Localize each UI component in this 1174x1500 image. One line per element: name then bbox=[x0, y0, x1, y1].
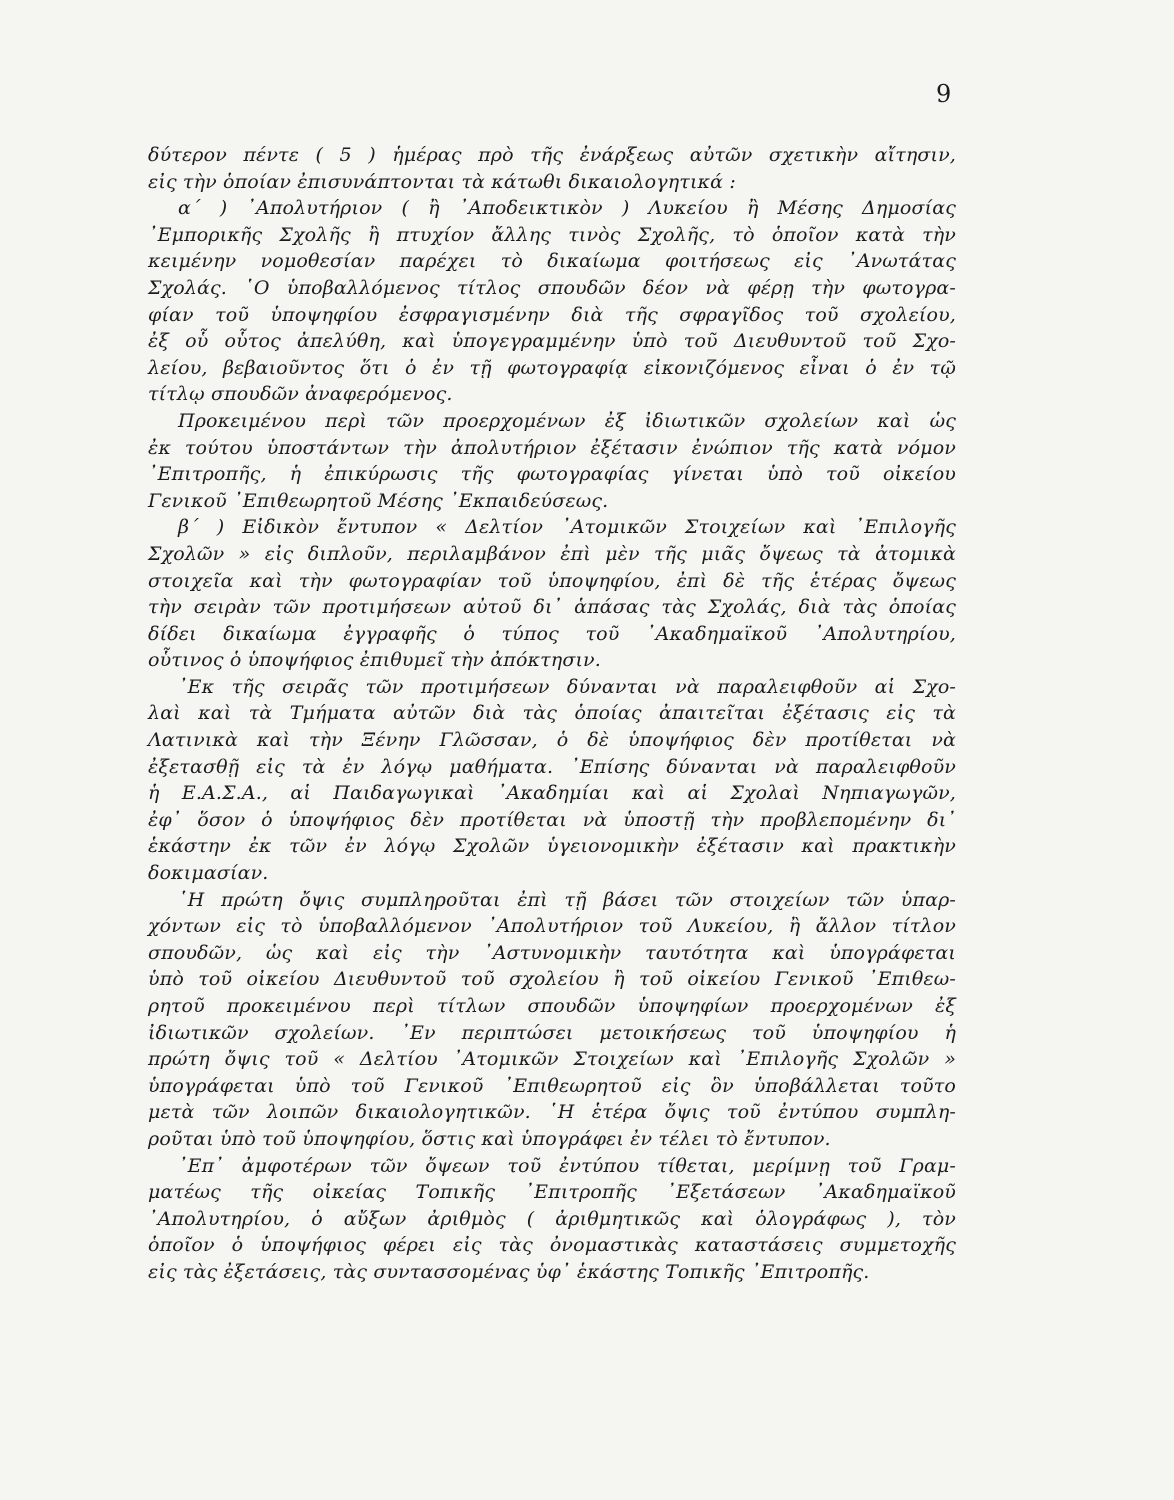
text-line: α΄ ) ᾿Απολυτήριον ( ἢ ᾿Αποδεικτικὸν ) Λυκείου ἢ Μέσης Δημοσίας bbox=[178, 197, 956, 220]
text-line: ἰδιωτικῶν σχολείων. ᾿Εν περιπτώσει μετοικήσεως τοῦ ὑποψηφίου ἡ bbox=[148, 1021, 956, 1044]
text-line: ὁποῖον ὁ ὑποψήφιος φέρει εἰς τὰς ὀνομαστικὰς καταστάσεις συμμετοχῆς bbox=[148, 1234, 956, 1257]
text-line: οὗτινος ὁ ὑποψήφιος ἐπιθυμεῖ τὴν ἀπόκτησιν. bbox=[148, 649, 601, 672]
text-line: ρητοῦ προκειμένου περὶ τίτλων σπουδῶν ὑποψηφίων προερχομένων ἐξ bbox=[148, 995, 956, 1017]
text-line: δύτερον πέντε ( 5 ) ἡμέρας πρὸ τῆς ἐνάρξεως αὐτῶν σχετικὴν αἴτησιν, bbox=[148, 144, 956, 166]
text-line: ροῦται ὑπὸ τοῦ ὑποψηφίου, ὅστις καὶ ὑπογράφει ἐν τέλει τὸ ἔντυπον. bbox=[148, 1127, 831, 1150]
text-line: ᾿Εμπορικῆς Σχολῆς ἢ πτυχίον ἄλλης τινὸς Σχολῆς, τὸ ὁποῖον κατὰ τὴν bbox=[148, 223, 956, 246]
text-line: ἐξ οὗ οὗτος ἀπελύθη, καὶ ὑπογεγραμμένην ὑπὸ τοῦ Διευθυντοῦ τοῦ Σχο- bbox=[148, 330, 956, 353]
text-line: Σχολῶν » εἰς διπλοῦν, περιλαμβάνον ἐπὶ μὲν τῆς μιᾶς ὄψεως τὰ ἀτομικὰ bbox=[148, 542, 956, 565]
text-line: δίδει δικαίωμα ἐγγραφῆς ὁ τύπος τοῦ ᾿Ακαδημαϊκοῦ ᾿Απολυτηρίου, bbox=[148, 622, 956, 645]
text-line: πρώτη ὄψις τοῦ « Δελτίου ᾿Ατομικῶν Στοιχείων καὶ ᾿Επιλογῆς Σχολῶν » bbox=[148, 1048, 956, 1071]
paragraph bbox=[148, 408, 956, 514]
text-line: ᾿Επ᾿ ἀμφοτέρων τῶν ὄψεων τοῦ ἐντύπου τίθεται, μερίμνῃ τοῦ Γραμ- bbox=[178, 1154, 956, 1177]
text-line: τίτλῳ σπουδῶν ἀναφερόμενος. bbox=[148, 383, 453, 406]
text-line: χόντων εἰς τὸ ὑποβαλλόμενον ᾿Απολυτήριον τοῦ Λυκείου, ἢ ἄλλον τίτλον bbox=[148, 915, 956, 938]
text-line: ᾿Απολυτηρίου, ὁ αὔξων ἀριθμὸς ( ἀριθμητικῶς καὶ ὁλογράφως ), τὸν bbox=[148, 1207, 956, 1230]
text-line: ἡ Ε.Α.Σ.Α., αἱ Παιδαγωγικαὶ ᾿Ακαδημίαι καὶ αἱ Σχολαὶ Νηπιαγωγῶν, bbox=[148, 782, 956, 805]
text-line: τὴν σειρὰν τῶν προτιμήσεων αὐτοῦ δι᾿ ἁπάσας τὰς Σχολάς, διὰ τὰς ὁποίας bbox=[148, 596, 956, 619]
text-line: ῾Η πρώτη ὄψις συμπληροῦται ἐπὶ τῇ βάσει τῶν στοιχείων τῶν ὑπαρ- bbox=[178, 888, 956, 911]
paragraph bbox=[148, 195, 956, 408]
text-line: ᾿Εκ τῆς σειρᾶς τῶν προτιμήσεων δύνανται νὰ παραλειφθοῦν αἱ Σχο- bbox=[178, 675, 956, 698]
text-line: εἰς τὴν ὁποίαν ἐπισυνάπτονται τὰ κάτωθι δικαιολογητικά : bbox=[148, 170, 736, 193]
text-line: ὑπογράφεται ὑπὸ τοῦ Γενικοῦ ᾿Επιθεωρητοῦ εἰς ὃν ὑποβάλλεται τοῦτο bbox=[148, 1074, 956, 1097]
text-line: ᾿Επιτροπῆς, ἡ ἐπικύρωσις τῆς φωτογραφίας γίνεται ὑπὸ τοῦ οἰκείου bbox=[148, 463, 956, 486]
text-line: Προκειμένου περὶ τῶν προερχομένων ἐξ ἰδιωτικῶν σχολείων καὶ ὡς bbox=[178, 409, 956, 432]
text-line: μετὰ τῶν λοιπῶν δικαιολογητικῶν. ῾Η ἑτέρα ὄψις τοῦ ἐντύπου συμπλη- bbox=[148, 1101, 956, 1124]
text-line: σπουδῶν, ὡς καὶ εἰς τὴν ᾿Αστυνομικὴν ταυτότητα καὶ ὑπογράφεται bbox=[148, 941, 956, 964]
text-line: λείου, βεβαιοῦντος ὅτι ὁ ἐν τῇ φωτογραφίᾳ εἰκονιζόμενος εἶναι ὁ ἐν τῷ bbox=[148, 356, 956, 379]
text-line: ματέως τῆς οἰκείας Τοπικῆς ᾿Επιτροπῆς ᾿Εξετάσεων ᾿Ακαδημαϊκοῦ bbox=[148, 1181, 956, 1204]
text-line: εἰς τὰς ἐξετάσεις, τὰς συντασσομένας ὑφ᾿ ἑκάστης Τοπικῆς ᾿Επιτροπῆς. bbox=[148, 1260, 870, 1283]
paragraph bbox=[148, 1153, 956, 1286]
text-line: στοιχεῖα καὶ τὴν φωτογραφίαν τοῦ ὑποψηφίου, ἐπὶ δὲ τῆς ἑτέρας ὄψεως bbox=[148, 569, 956, 592]
text-line: ὑπὸ τοῦ οἰκείου Διευθυντοῦ τοῦ σχολείου ἢ τοῦ οἰκείου Γενικοῦ ᾿Επιθεω- bbox=[148, 968, 956, 991]
text-line: ἐξετασθῇ εἰς τὰ ἐν λόγῳ μαθήματα. ᾿Επίσης δύνανται νὰ παραλειφθοῦν bbox=[148, 755, 956, 778]
text-line: κειμένην νομοθεσίαν παρέχει τὸ δικαίωμα φοιτήσεως εἰς ᾿Ανωτάτας bbox=[148, 250, 956, 273]
paragraph bbox=[148, 514, 956, 674]
text-line: ἐκ τούτου ὑποστάντων τὴν ἀπολυτήριον ἐξέτασιν ἐνώπιον τῆς κατὰ νόμον bbox=[148, 436, 956, 459]
text-line: φίαν τοῦ ὑποψηφίου ἐσφραγισμένην διὰ τῆς σφραγῖδος τοῦ σχολείου, bbox=[148, 303, 956, 326]
body-text bbox=[148, 142, 956, 1286]
text-line: ἐφ᾿ ὅσον ὁ ὑποψήφιος δὲν προτίθεται νὰ ὑποστῇ τὴν προβλεπομένην δι᾿ bbox=[148, 808, 956, 831]
paragraph bbox=[148, 142, 956, 195]
paragraph bbox=[148, 887, 956, 1153]
text-line: λαὶ καὶ τὰ Τμήματα αὐτῶν διὰ τὰς ὁποίας ἀπαιτεῖται ἐξέτασις εἰς τὰ bbox=[148, 702, 956, 725]
text-line: β΄ ) Εἰδικὸν ἔντυπον « Δελτίον ᾿Ατομικῶν Στοιχείων καὶ ᾿Επιλογῆς bbox=[178, 516, 956, 539]
page-number: 9 bbox=[936, 80, 952, 108]
text-line: δοκιμασίαν. bbox=[148, 862, 269, 885]
paragraph bbox=[148, 674, 956, 887]
text-line: Γενικοῦ ᾿Επιθεωρητοῦ Μέσης ᾿Εκπαιδεύσεως. bbox=[148, 489, 609, 512]
text-line: Λατινικὰ καὶ τὴν Ξένην Γλῶσσαν, ὁ δὲ ὑποψήφιος δὲν προτίθεται νὰ bbox=[148, 729, 956, 752]
text-line: ἑκάστην ἐκ τῶν ἐν λόγῳ Σχολῶν ὑγειονομικὴν ἐξέτασιν καὶ πρακτικὴν bbox=[148, 835, 956, 858]
text-line: Σχολάς. ῾Ο ὑποβαλλόμενος τίτλος σπουδῶν δέον νὰ φέρῃ τὴν φωτογρα- bbox=[148, 276, 956, 299]
